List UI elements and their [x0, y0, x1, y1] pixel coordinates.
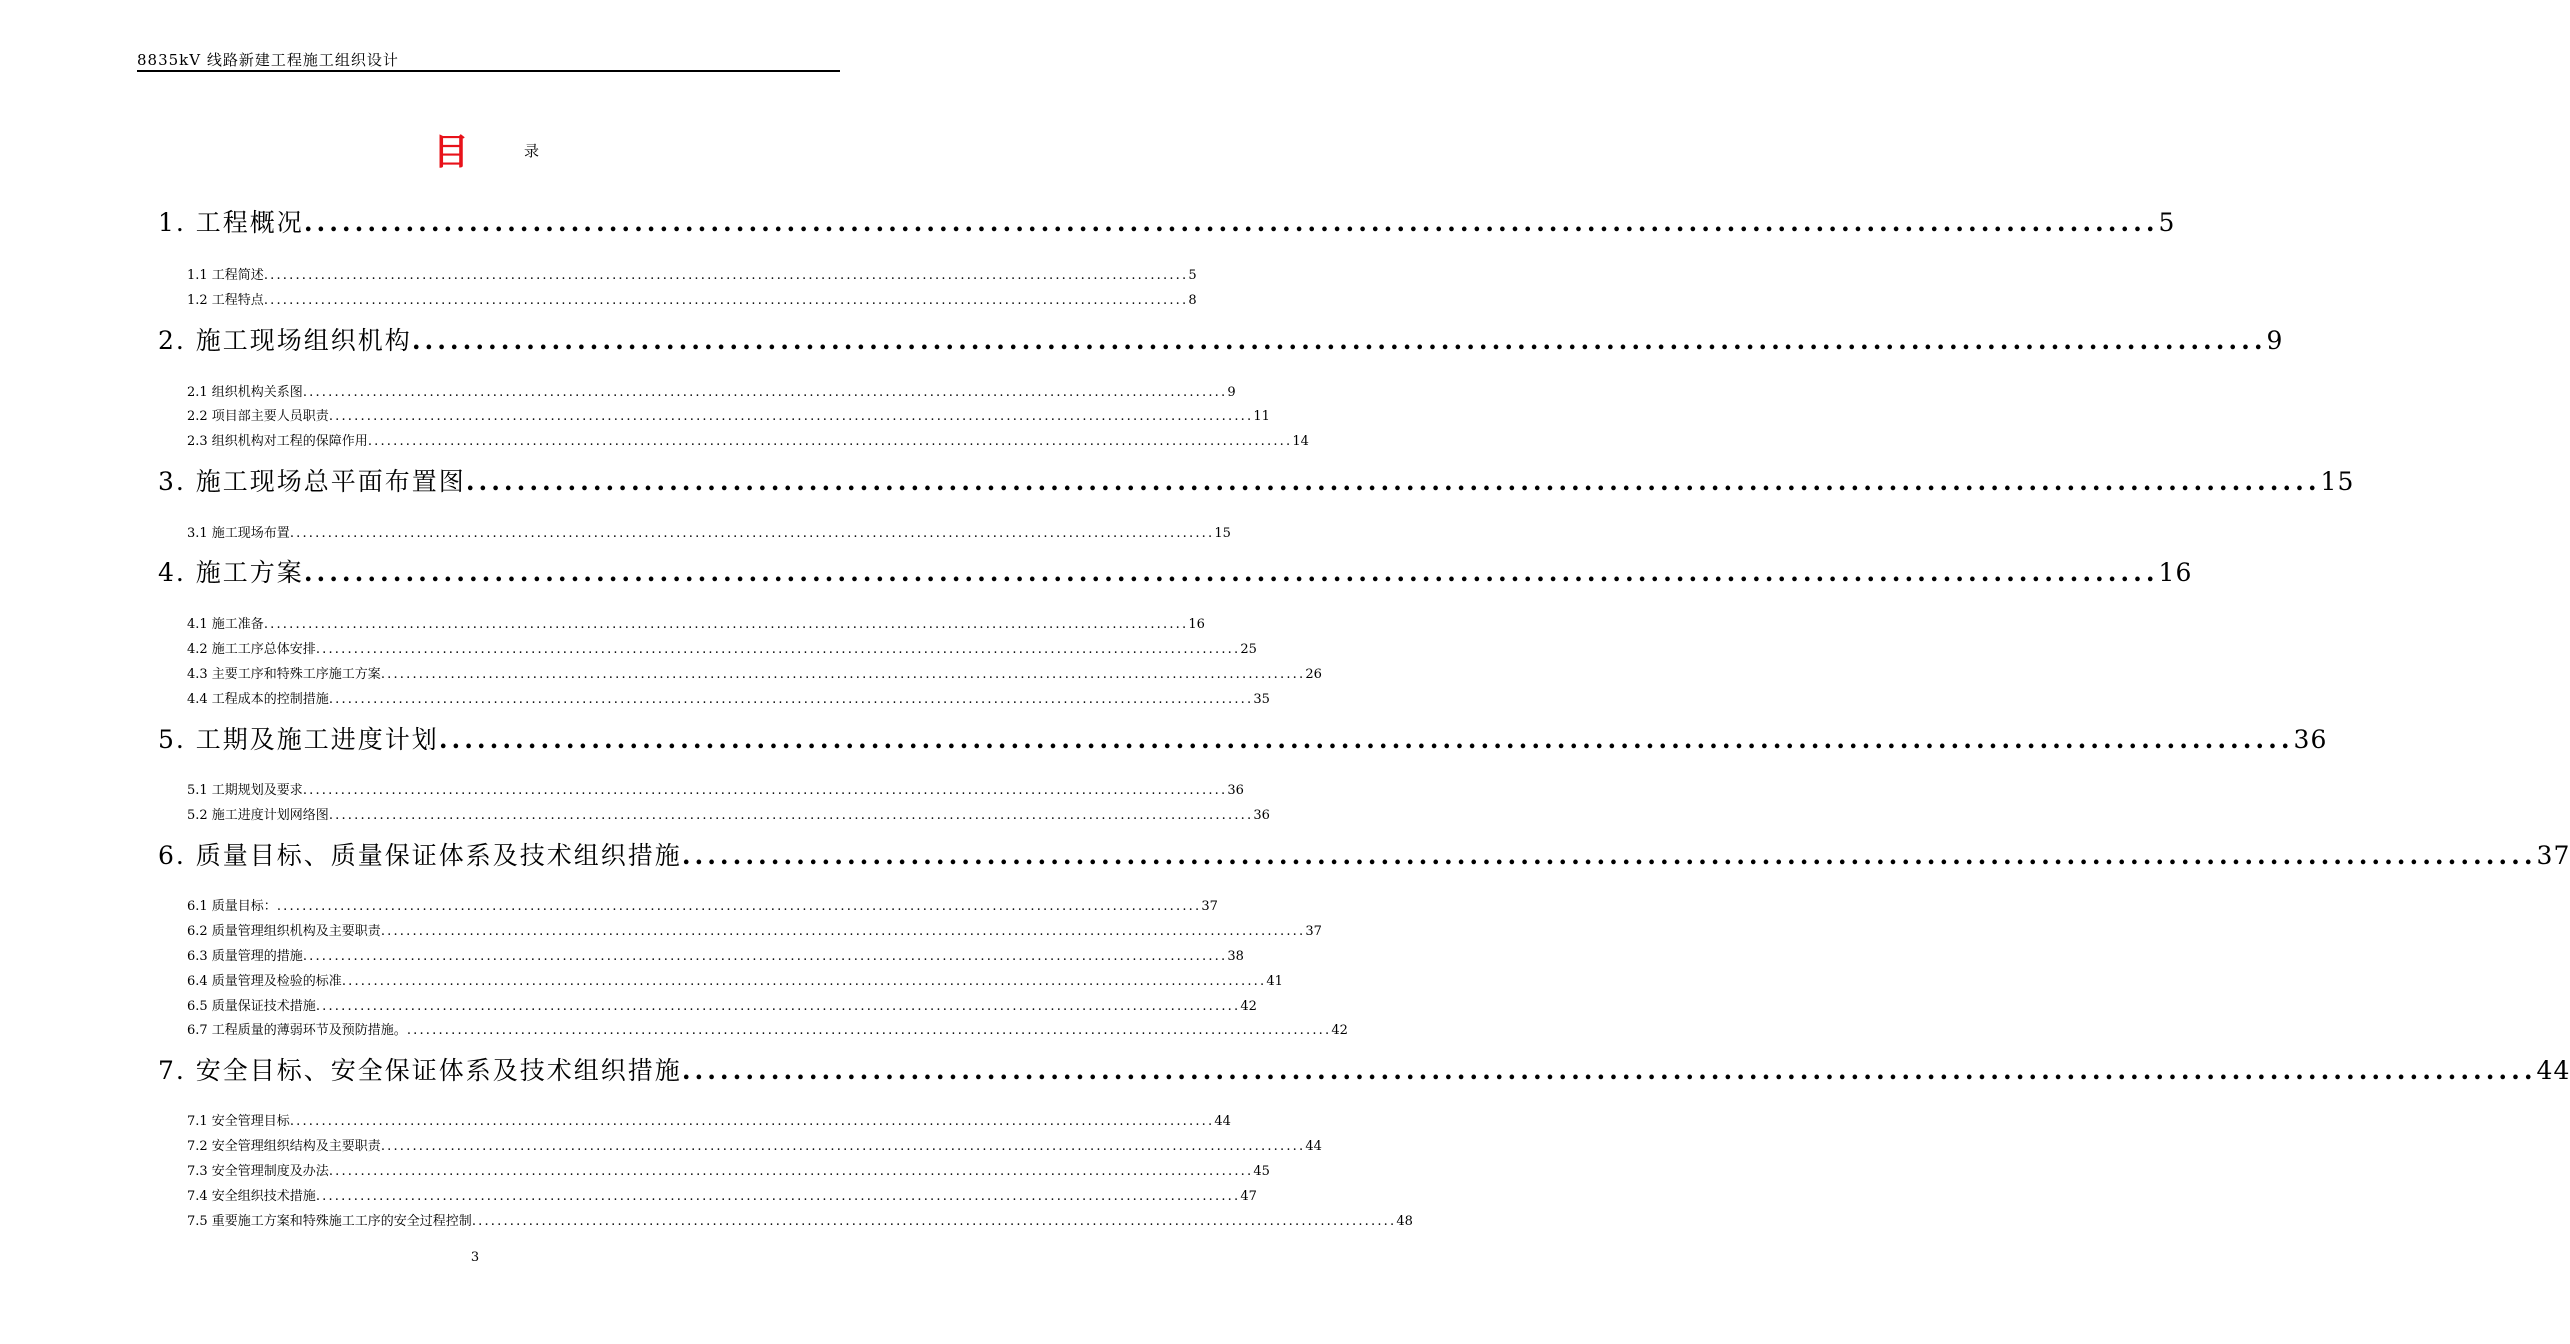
toc-entry-page: 15 [2320, 467, 2355, 496]
toc-entry-label: 5. 工期及施工进度计划 [158, 725, 439, 754]
toc-dot-leader: .................................................................................................................................................. [328, 1164, 1254, 1179]
toc-entry-label: 4.2 施工工序总体安排 [187, 642, 316, 657]
toc-entry-page: 36 [2293, 725, 2328, 754]
toc-entry-label: 1.1 工程简述 [187, 268, 264, 283]
toc-entry-label: 6.4 质量管理及检验的标准 [187, 974, 342, 989]
toc-dot-leader: .................................................................................................................................................. [471, 1214, 1397, 1229]
toc-section-entry[interactable] [187, 638, 1257, 658]
toc-heading-char-2: 录 [524, 142, 540, 160]
toc-dot-leader: .................................................................................................................................................. [302, 783, 1228, 798]
toc-entry-label: 6.1 质量目标： [187, 899, 277, 914]
toc-dot-leader: .................................................................................................................................................. [380, 1139, 1306, 1154]
toc-entry-label: 2.1 组织机构关系图 [187, 385, 303, 400]
toc-dot-leader: .................................................................................................................................................. [302, 385, 1228, 400]
toc-dot-leader: .................................................................................................................................................. [438, 725, 2294, 754]
toc-section-entry[interactable] [187, 381, 1236, 401]
toc-dot-leader: .................................................................................................................................................. [341, 974, 1267, 989]
toc-entry-page: 37 [2536, 841, 2570, 870]
toc-entry-label: 4.3 主要工序和特殊工序施工方案 [187, 667, 381, 682]
toc-entry-label: 6.5 质量保证技术措施 [187, 999, 316, 1014]
toc-entry-page: 47 [1240, 1189, 1257, 1204]
toc-dot-leader: .................................................................................................................................................. [328, 808, 1254, 823]
toc-dot-leader: .................................................................................................................................................. [465, 467, 2321, 496]
toc-entry-label: 7. 安全目标、安全保证体系及技术组织措施 [158, 1056, 682, 1085]
toc-entry-label: 6.7 工程质量的薄弱环节及预防措施。 [187, 1023, 407, 1038]
toc-dot-leader: .................................................................................................................................................. [315, 642, 1241, 657]
toc-entry-page: 36 [1253, 808, 1270, 823]
toc-dot-leader: .................................................................................................................................................. [380, 924, 1306, 939]
toc-dot-leader: .................................................................................................................................................. [289, 526, 1215, 541]
toc-entry-label: 7.3 安全管理制度及办法 [187, 1164, 329, 1179]
toc-dot-leader: .................................................................................................................................................. [289, 1114, 1215, 1129]
toc-section-entry[interactable] [187, 430, 1309, 450]
toc-entry-page: 16 [2158, 558, 2193, 587]
toc-entry-page: 41 [1266, 974, 1283, 989]
toc-dot-leader: .................................................................................................................................................. [411, 326, 2267, 355]
page-header-title: 8835kV 线路新建工程施工组织设计 [137, 51, 399, 69]
toc-entry-page: 44 [1214, 1114, 1231, 1129]
toc-chapter-entry[interactable] [158, 836, 2570, 874]
toc-entry-label: 7.4 安全组织技术措施 [187, 1189, 316, 1204]
toc-dot-leader: .................................................................................................................................................. [263, 268, 1189, 283]
toc-entry-label: 6. 质量目标、质量保证体系及技术组织措施 [158, 841, 682, 870]
toc-section-entry[interactable] [187, 945, 1244, 965]
toc-section-entry[interactable] [187, 522, 1231, 542]
toc-entry-label: 5.2 施工进度计划网络图 [187, 808, 329, 823]
toc-entry-label: 4. 施工方案 [158, 558, 304, 587]
toc-dot-leader: .................................................................................................................................................. [303, 208, 2159, 237]
toc-section-entry[interactable] [187, 920, 1322, 940]
toc-entry-page: 48 [1396, 1214, 1413, 1229]
toc-entry-label: 6.3 质量管理的措施 [187, 949, 303, 964]
toc-entry-label: 1. 工程概况 [158, 208, 304, 237]
toc-entry-page: 42 [1331, 1023, 1348, 1038]
toc-dot-leader: .................................................................................................................................................. [328, 409, 1254, 424]
toc-chapter-entry[interactable] [158, 1051, 2570, 1089]
toc-section-entry[interactable] [187, 663, 1322, 683]
toc-entry-page: 5 [2158, 208, 2176, 237]
toc-section-entry[interactable] [187, 688, 1270, 708]
toc-entry-page: 16 [1188, 617, 1205, 632]
toc-entry-page: 11 [1253, 409, 1270, 424]
toc-section-entry[interactable] [187, 804, 1270, 824]
toc-chapter-entry[interactable] [158, 553, 2193, 591]
toc-entry-label: 2.2 项目部主要人员职责 [187, 409, 329, 424]
toc-section-entry[interactable] [187, 1210, 1413, 1230]
toc-heading-char-1: 目 [433, 132, 470, 173]
toc-entry-page: 36 [1227, 783, 1244, 798]
toc-section-entry[interactable] [187, 1185, 1257, 1205]
toc-dot-leader: .................................................................................................................................................. [276, 899, 1202, 914]
toc-section-entry[interactable] [187, 1160, 1270, 1180]
toc-section-entry[interactable] [187, 1135, 1322, 1155]
toc-chapter-entry[interactable] [158, 321, 2284, 359]
toc-dot-leader: .................................................................................................................................................. [681, 841, 2537, 870]
toc-entry-page: 14 [1292, 434, 1309, 449]
toc-dot-leader: .................................................................................................................................................. [380, 667, 1306, 682]
toc-entry-label: 4.4 工程成本的控制措施 [187, 692, 329, 707]
toc-entry-page: 38 [1227, 949, 1244, 964]
toc-dot-leader: .................................................................................................................................................. [328, 692, 1254, 707]
page-number: 3 [470, 1250, 480, 1265]
toc-section-entry[interactable] [187, 289, 1197, 309]
toc-entry-label: 1.2 工程特点 [187, 293, 264, 308]
toc-entry-page: 42 [1240, 999, 1257, 1014]
toc-entry-page: 15 [1214, 526, 1231, 541]
toc-section-entry[interactable] [187, 995, 1257, 1015]
toc-entry-label: 3.1 施工现场布置 [187, 526, 290, 541]
toc-entry-page: 25 [1240, 642, 1257, 657]
toc-section-entry[interactable] [187, 613, 1205, 633]
toc-entry-page: 8 [1188, 293, 1197, 308]
toc-entry-page: 37 [1201, 899, 1218, 914]
toc-entry-label: 4.1 施工准备 [187, 617, 264, 632]
toc-entry-label: 7.1 安全管理目标 [187, 1114, 290, 1129]
toc-entry-page: 5 [1188, 268, 1197, 283]
toc-entry-label: 3. 施工现场总平面布置图 [158, 467, 466, 496]
toc-chapter-entry[interactable] [158, 720, 2328, 758]
toc-dot-leader: .................................................................................................................................................. [315, 1189, 1241, 1204]
toc-section-entry[interactable] [187, 895, 1218, 915]
toc-entry-page: 35 [1253, 692, 1270, 707]
toc-entry-label: 5.1 工期规划及要求 [187, 783, 303, 798]
toc-entry-label: 7.2 安全管理组织结构及主要职责 [187, 1139, 381, 1154]
toc-section-entry[interactable] [187, 405, 1270, 425]
toc-chapter-entry[interactable] [158, 203, 2176, 241]
toc-section-entry[interactable] [187, 1110, 1231, 1130]
toc-dot-leader: .................................................................................................................................................. [681, 1056, 2537, 1085]
toc-entry-label: 7.5 重要施工方案和特殊施工工序的安全过程控制 [187, 1214, 472, 1229]
toc-dot-leader: .................................................................................................................................................. [303, 558, 2159, 587]
toc-dot-leader: .................................................................................................................................................. [315, 999, 1241, 1014]
toc-entry-label: 2. 施工现场组织机构 [158, 326, 412, 355]
toc-dot-leader: .................................................................................................................................................. [406, 1023, 1332, 1038]
toc-entry-label: 6.2 质量管理组织机构及主要职责 [187, 924, 381, 939]
header-rule [137, 70, 840, 72]
toc-heading [0, 124, 950, 174]
toc-section-entry[interactable] [187, 779, 1244, 799]
toc-entry-page: 9 [2266, 326, 2284, 355]
toc-entry-label: 2.3 组织机构对工程的保障作用 [187, 434, 368, 449]
toc-chapter-entry[interactable] [158, 462, 2355, 500]
toc-section-entry[interactable] [187, 264, 1197, 284]
toc-entry-page: 9 [1227, 385, 1236, 400]
toc-dot-leader: .................................................................................................................................................. [302, 949, 1228, 964]
toc-entry-page: 37 [1305, 924, 1322, 939]
toc-section-entry[interactable] [187, 1019, 1348, 1039]
toc-dot-leader: .................................................................................................................................................. [263, 293, 1189, 308]
toc-entry-page: 44 [1305, 1139, 1322, 1154]
toc-entry-page: 45 [1253, 1164, 1270, 1179]
toc-dot-leader: .................................................................................................................................................. [367, 434, 1293, 449]
toc-entry-page: 44 [2536, 1056, 2570, 1085]
toc-dot-leader: .................................................................................................................................................. [263, 617, 1189, 632]
toc-section-entry[interactable] [187, 970, 1283, 990]
toc-entry-page: 26 [1305, 667, 1322, 682]
